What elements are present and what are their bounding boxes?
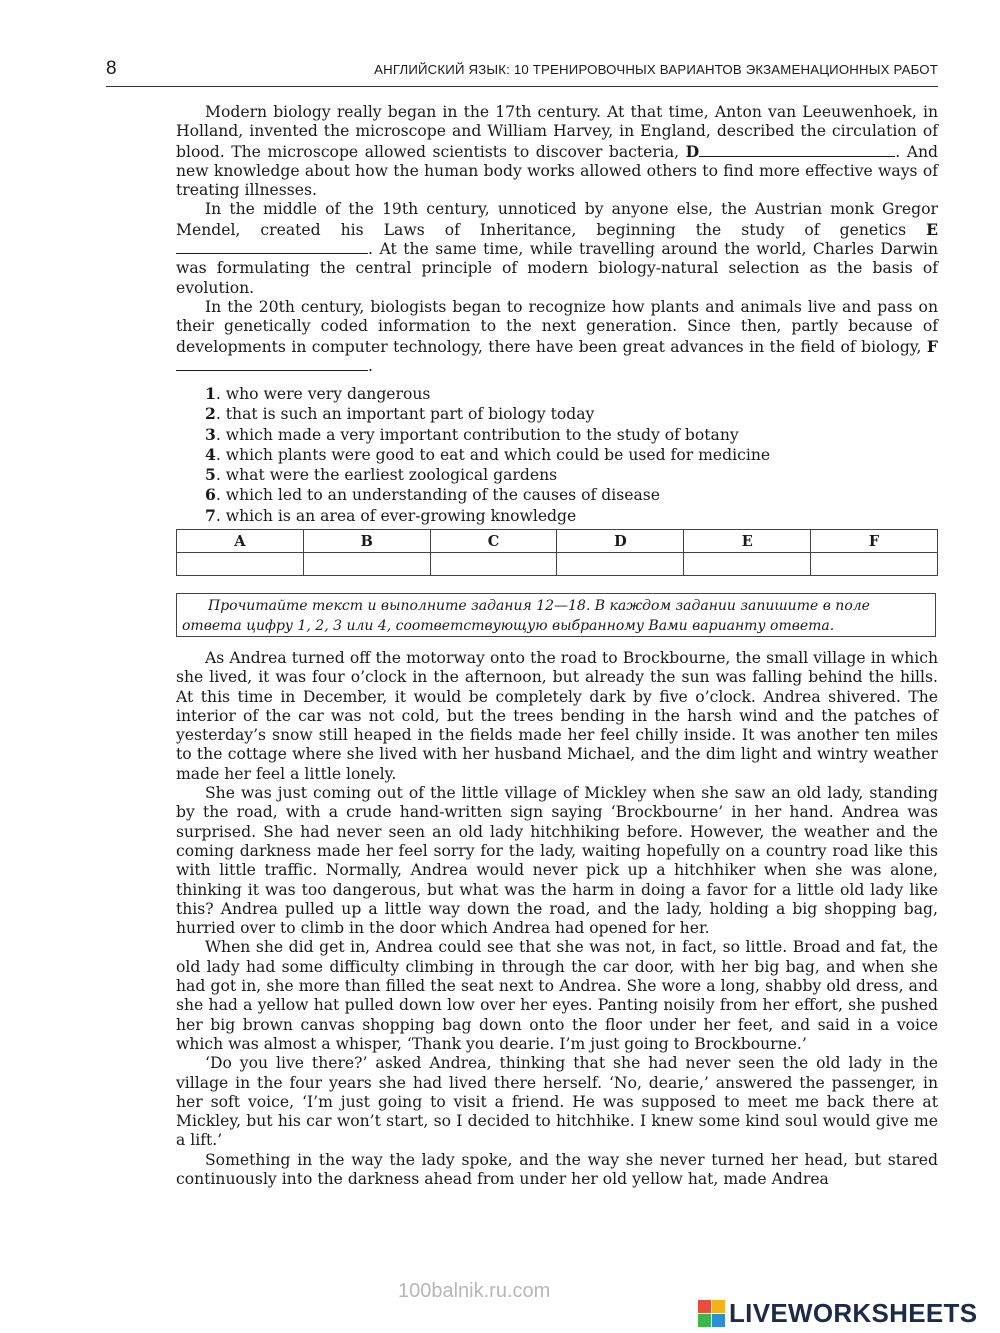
liveworksheets-logo-icon: [698, 1300, 725, 1327]
gap-blank-d[interactable]: [699, 143, 895, 157]
passage-1: [176, 103, 938, 376]
answer-header-e: E: [684, 530, 811, 553]
answer-cell-d[interactable]: [557, 553, 684, 576]
passage-2: [176, 649, 938, 1189]
logo-square-yellow: [712, 1300, 725, 1313]
answer-table-row: [177, 553, 938, 576]
logo-square-red: [698, 1300, 711, 1313]
gap-label-f: F: [926, 336, 938, 356]
liveworksheets-logo[interactable]: [698, 1296, 977, 1330]
answer-header-d: D: [557, 530, 684, 553]
gap-blank-e[interactable]: [176, 240, 368, 254]
logo-square-blue: [712, 1314, 725, 1327]
answer-cell-a[interactable]: [177, 553, 304, 576]
option-item: 1. who were very dangerous: [205, 384, 431, 403]
answer-header-b: B: [303, 530, 430, 553]
answer-header-f: F: [811, 530, 938, 553]
option-item: 5. what were the earliest zoological gardens: [205, 465, 558, 485]
gap-label-e: E: [926, 219, 938, 239]
answer-cell-e[interactable]: [684, 553, 811, 576]
option-item: 7. which is an area of ever-growing knowledge: [205, 505, 577, 525]
option-item: 3. which made a very important contribution to the study of botany: [205, 424, 739, 444]
story-paragraph: ‘Do you live there?’ asked Andrea, thinking that she had never seen the old lady in the village in the four years she had lived there herself. ‘No, dearie,’ answered the passenger, in her soft voice, ‘I’m just going to visit a friend. He was supposed to meet me back there at Mickley, but his car won’t start, so I decided to hitchhike. I knew some kind soul would give me a lift.’: [176, 1054, 938, 1150]
watermark: 100balnik.ru.com: [398, 1280, 551, 1302]
instructions-line-1: Прочитайте текст и выполните задания 12—18. В каждом задании запишите в поле: [208, 598, 870, 614]
story-paragraph: As Andrea turned off the motorway onto the road to Brockbourne, the small village in which she lived, it was four o’clock in the afternoon, but already the sun was falling behind the hills. At this time in December, it would be completely dark by five o’clock. Andrea shivered. The interior of the car was not cold, but the trees bending in the harsh wind and the patches of yesterday’s snow still heaped in the fields made her feel chilly inside. It was another ten miles to the cottage where she lived with her husband Michael, and the dim light and wintry weather made her feel a little lonely.: [176, 649, 938, 783]
answer-header-a: A: [177, 530, 304, 553]
answer-table-header: [177, 530, 938, 553]
option-item: 4. which plants were good to eat and which could be used for medicine: [205, 444, 771, 464]
page-number: 8: [106, 58, 117, 79]
gap-blank-f[interactable]: [176, 357, 368, 371]
running-title: АНГЛИЙСКИЙ ЯЗЫК: 10 ТРЕНИРОВОЧНЫХ ВАРИАНТОВ ЭКЗАМЕНАЦИОННЫХ РАБОТ: [374, 62, 938, 77]
paragraph-f: In the 20th century, biologists began to recognize how plants and animals live and pass on their genetically coded information to the next generation. Since then, partly because of developments in computer technology, there have been great advances in the field of biology, F.: [176, 297, 938, 375]
instructions-box: [176, 593, 936, 637]
answer-cell-c[interactable]: [430, 553, 557, 576]
options-list: [205, 384, 770, 526]
answer-header-c: C: [430, 530, 557, 553]
story-paragraph: Something in the way the lady spoke, and the way she never turned her head, but stared continuously into the darkness ahead from under her old yellow hat, made Andrea: [176, 1150, 938, 1189]
instructions-line-2: ответа цифру 1, 2, 3 или 4, соответствующую выбранному Вами варианту ответа.: [182, 618, 835, 634]
gap-label-d: D: [685, 141, 700, 161]
answer-cell-b[interactable]: [303, 553, 430, 576]
liveworksheets-logo-text: LIVEWORKSHEETS: [729, 1297, 978, 1328]
option-item: 2. that is such an important part of biology today: [205, 404, 595, 424]
logo-square-green: [698, 1314, 711, 1327]
story-paragraph: She was just coming out of the little village of Mickley when she saw an old lady, standing by the road, with a crude hand-written sign saying ‘Brockbourne’ in her hand. Andrea was surprised. She had never seen an old lady hitchhiking before. However, the weather and the coming darkness made her feel sorry for the lady, waiting hopefully on a country road like this with little traffic. Normally, Andrea would never pick up a hitchhiker when she was alone, thinking it was too dangerous, but what was the harm in doing a favor for a little old lady like this? Andrea pulled up a little way down the road, and the lady, holding a big shopping bag, hurried over to climb in the door which Andrea had opened for her.: [176, 784, 938, 938]
answer-cell-f[interactable]: [811, 553, 938, 576]
option-item: 6. which led to an understanding of the causes of disease: [205, 485, 660, 505]
paragraph-d: Modern biology really began in the 17th century. At that time, Anton van Leeuwenhoek, in Holland, invented the microscope and William Harvey, in England, described the circulation of blood. The microscope allowed scientists to discover bacteria, D . And new knowledge about how the human body works allowed others to find more effective ways of treating illnesses.: [176, 103, 938, 200]
page-header: [106, 56, 938, 87]
answer-table: [176, 529, 938, 576]
story-paragraph: When she did get in, Andrea could see that she was not, in fact, so little. Broad and fat, the old lady had some difficulty climbing in through the car door, with her big bag, and when she had got in, she more than filled the seat next to Andrea. She wore a long, shabby old dress, and she had a yellow hat pulled down low over her eyes. Panting noisily from her effort, she pushed her big brown canvas shopping bag down onto the floor under her feet, and said in a voice which was almost a whisper, ‘Thank you dearie. I’m just going to Brockbourne.’: [176, 938, 938, 1053]
paragraph-e: In the middle of the 19th century, unnoticed by anyone else, the Austrian monk Gregor Mendel, created his Laws of Inheritance, beginning the study of genetics E. At the same time, while travelling around the world, Charles Darwin was formulating the central principle of modern biology-natural selection as the basis of evolution.: [176, 200, 938, 297]
